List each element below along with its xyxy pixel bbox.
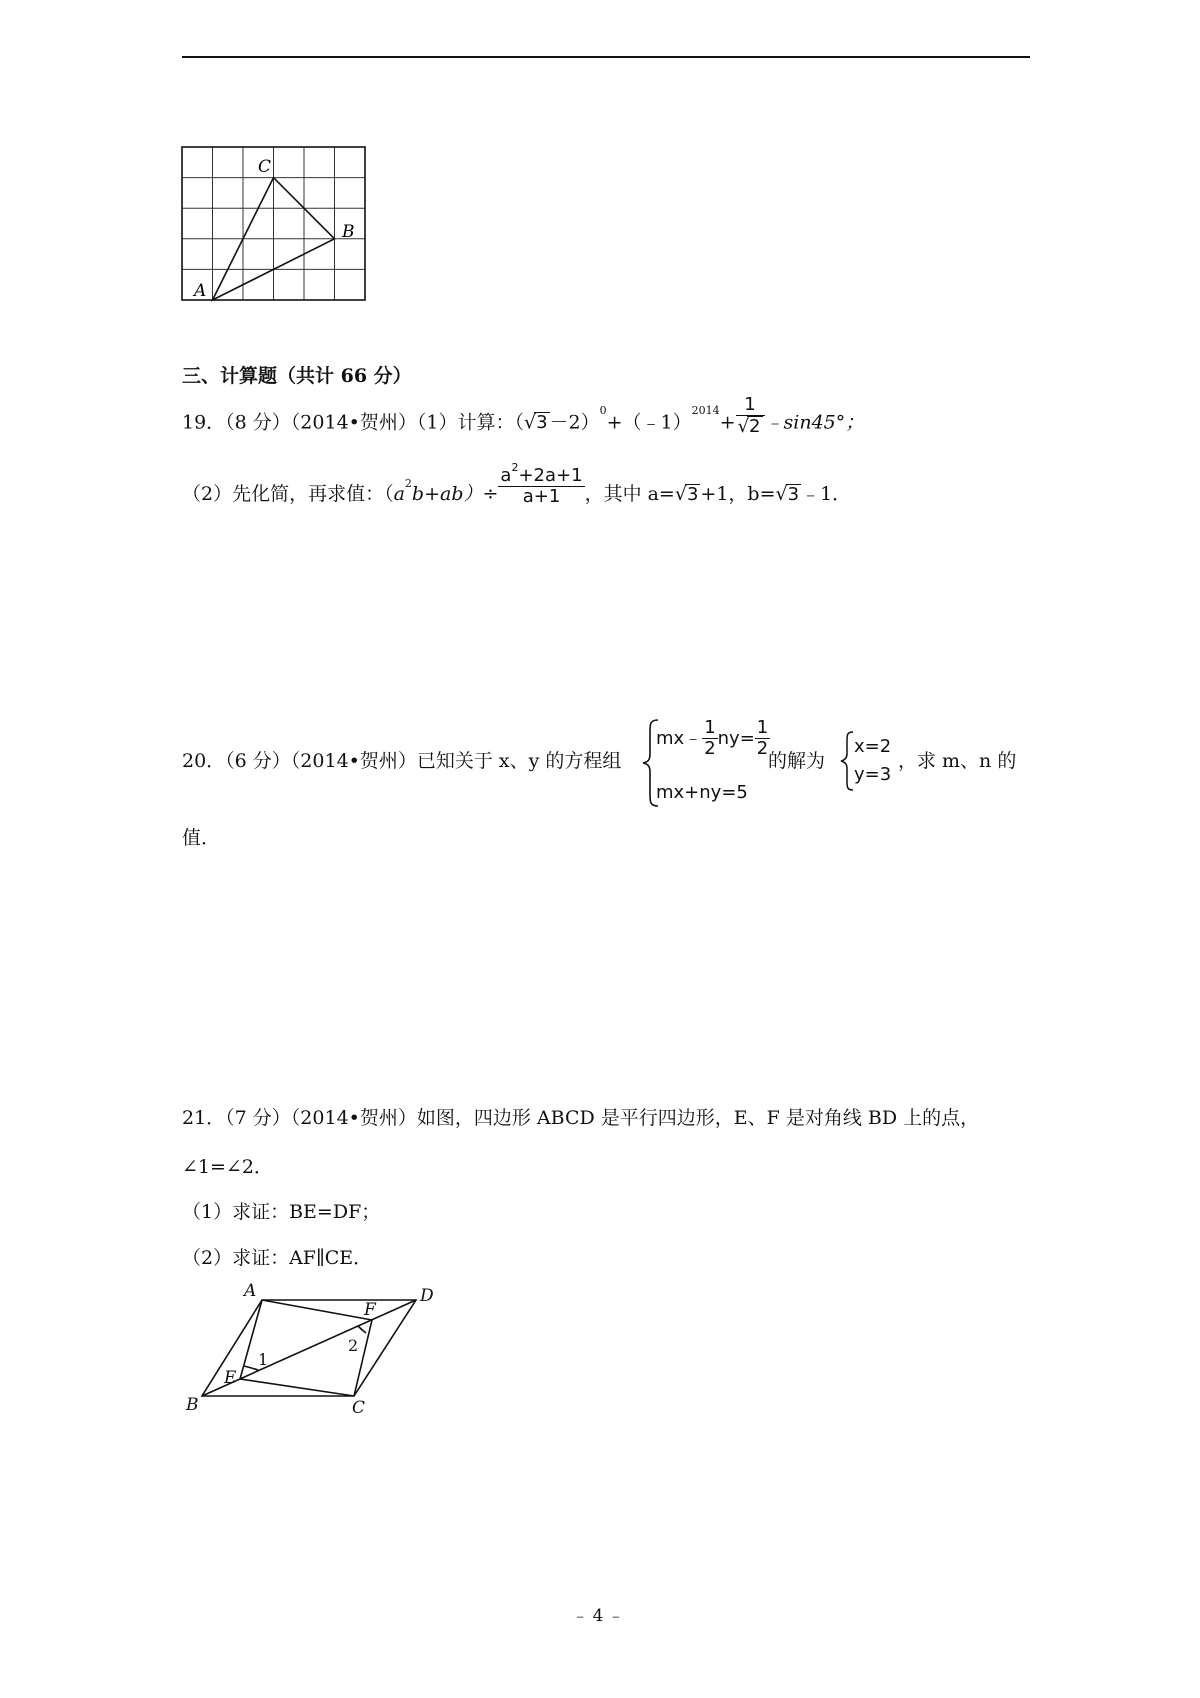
q19-where: ，其中 a= <box>584 482 675 505</box>
q19-part1 <box>182 394 865 437</box>
q19-rad-b: 3 <box>787 483 800 505</box>
sqrt-sign: √ <box>775 482 788 505</box>
q21-line1: 21．（7 分）（2014•贺州）如图，四边形 ABCD 是平行四边形，E、F 是对角线 BD 上的点， <box>182 1107 980 1129</box>
q19-f2-num-exp: 2 <box>511 461 519 474</box>
q19-rad-a: 3 <box>686 483 699 505</box>
segment-af <box>262 1300 372 1320</box>
q20-eq1-b: ny= <box>717 727 755 749</box>
q19-after-rad1: －2） <box>549 411 600 434</box>
q20-eq1-frac <box>702 718 717 759</box>
q19-frac-den: 2 <box>749 415 761 437</box>
q20-frac-den: 2 <box>704 737 716 759</box>
label-c: C <box>258 157 272 177</box>
q21-line4: （2）求证：AF∥CE． <box>182 1247 373 1269</box>
q19-f2-num-rest: +2a+1 <box>518 465 583 486</box>
q19-p2-prefix: （2）先化简，再求值：（ <box>182 482 394 505</box>
label-b: B <box>342 222 355 242</box>
sqrt-sign: √ <box>737 415 750 437</box>
label-1: 1 <box>258 1350 269 1369</box>
header-rule <box>182 56 1030 58</box>
label-a: A <box>194 281 207 301</box>
q21-line2: ∠1=∠2． <box>182 1156 273 1178</box>
label-f: F <box>364 1300 376 1320</box>
q21-line3: （1）求证：BE=DF； <box>182 1201 381 1223</box>
q19-part2 <box>182 461 852 507</box>
q19-b-tail: ﹣1． <box>801 482 852 505</box>
q19-prefix: 19．（8 分）（2014•贺州）（1）计算：（ <box>182 411 524 434</box>
q20-sol1: x=2 <box>854 736 892 757</box>
q20-frac2-num: 1 <box>756 717 769 738</box>
q20-sol2: y=3 <box>854 764 892 785</box>
q19-f2-den: a+1 <box>522 485 561 507</box>
q20-line2: 值． <box>182 827 221 849</box>
page-number: ﹣4﹣ <box>571 1606 629 1626</box>
label-2: 2 <box>348 1336 359 1355</box>
q19-rad1: 3 <box>536 412 548 434</box>
angle-1-arc <box>244 1366 258 1370</box>
segment-ec <box>240 1379 354 1396</box>
q19-exp0: 0 <box>599 404 607 417</box>
q20-prefix: 20．（6 分）（2014•贺州）已知关于 x、y 的方程组 <box>182 750 622 772</box>
q19-fraction2 <box>498 461 584 507</box>
q19-tail: ﹣sin45°； <box>764 411 865 434</box>
q19-a2b-exp: 2 <box>404 477 412 490</box>
q20-frac-num: 1 <box>704 717 716 738</box>
angle-2-arc <box>358 1326 366 1333</box>
label-c: C <box>352 1398 366 1415</box>
label-d: D <box>420 1286 434 1306</box>
q20-eq1-a: mx﹣ <box>656 727 703 749</box>
q19-fraction <box>736 395 765 437</box>
q20-mid: 的解为 <box>768 750 826 772</box>
q19-exp2014: 2014 <box>691 404 720 417</box>
q20-suffix: ，求 m、n 的 <box>898 750 1017 772</box>
q19-a-tail: +1，b= <box>700 482 776 505</box>
q20-eq1 <box>656 718 770 759</box>
q19-f2-num-a: a <box>500 465 512 486</box>
label-a: A <box>244 1281 257 1301</box>
q19-frac-num: 1 <box>736 395 765 416</box>
sqrt-sign: √ <box>674 482 687 505</box>
section-title: 三、计算题（共计 66 分） <box>182 365 412 387</box>
parallelogram-figure <box>180 1280 450 1415</box>
label-b: B <box>186 1395 199 1415</box>
q19-a2b-rest: b+ab）÷ <box>411 482 499 505</box>
sqrt-sign: √ <box>523 411 537 434</box>
q20-eq2: mx+ny=5 <box>656 782 748 803</box>
q19-plus: + <box>719 411 736 434</box>
q19-a2b: a <box>393 482 405 505</box>
label-e: E <box>224 1368 237 1388</box>
q19-plus-neg1: +（﹣1） <box>606 411 692 434</box>
q20-frac2-den: 2 <box>756 737 769 759</box>
triangle-grid-figure <box>180 145 380 305</box>
